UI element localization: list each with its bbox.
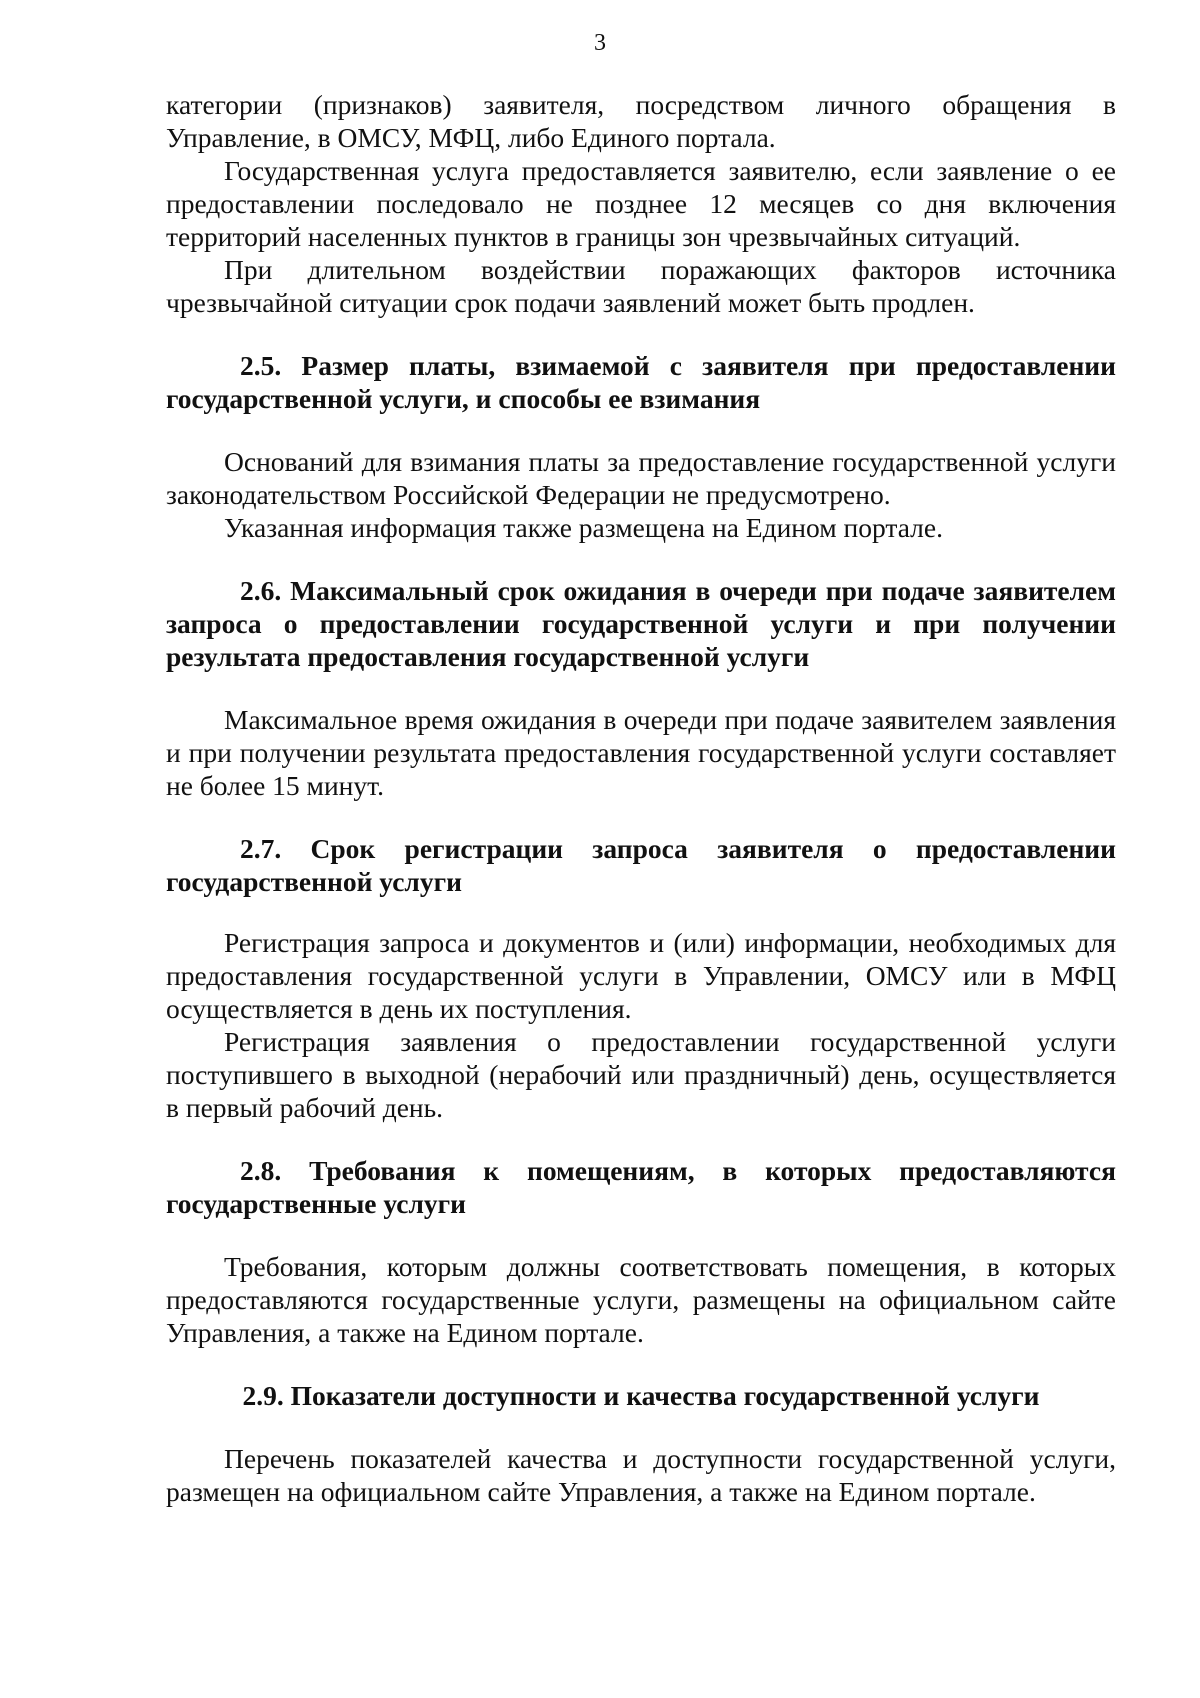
paragraph-portal-info: Указанная информация также размещена на Едином портале. (224, 512, 943, 543)
paragraph-registration-day: Регистрация запроса и документов и (или) информации, необходимых для предоставления государственной услуги в Управлении, ОМСУ или в МФЦ осуществляется в день их поступления. (166, 927, 1116, 1024)
section-heading-2-9: 2.9. Показатели доступности и качества государственной услуги (242, 1380, 1040, 1411)
section-heading-2-5: 2.5. Размер платы, взимаемой с заявителя при предоставлении государственной услуги, и способы ее взимания (166, 350, 1116, 414)
paragraph-no-fee: Оснований для взимания платы за предоставление государственной услуги законодательством Российской Федерации не предусмотрено. (166, 446, 1116, 510)
paragraph-deadline-extension: При длительном воздействии поражающих факторов источника чрезвычайной ситуации срок подачи заявлений может быть продлен. (166, 254, 1116, 318)
paragraph-queue-time: Максимальное время ожидания в очереди при подаче заявителем заявления и при получении результата предоставления государственной услуги составляет не более 15 минут. (166, 704, 1116, 801)
paragraph-service-deadline: Государственная услуга предоставляется заявителю, если заявление о ее предоставлении последовало не позднее 12 месяцев со дня включения территорий населенных пунктов в границы зон чрезвычайных ситуаций. (166, 155, 1116, 252)
page-number: 3 (594, 30, 606, 56)
section-heading-2-6: 2.6. Максимальный срок ожидания в очереди при подаче заявителем запроса о предоставлении государственной услуги и при получении результата предоставления государственной услуги (166, 575, 1116, 672)
section-heading-2-8: 2.8. Требования к помещениям, в которых предоставляются государственные услуги (166, 1155, 1116, 1219)
paragraph-premises-requirements: Требования, которым должны соответствовать помещения, в которых предоставляются государственные услуги, размещены на официальном сайте Управления, а также на Едином портале. (166, 1251, 1116, 1348)
paragraph-continuation: категории (признаков) заявителя, посредством личного обращения в Управление, в ОМСУ, МФЦ, либо Единого портала. (166, 89, 1116, 153)
paragraph-registration-holiday: Регистрация заявления о предоставлении государственной услуги поступившего в выходной (нерабочий или праздничный) день, осуществляется в первый рабочий день. (166, 1026, 1116, 1123)
document-body (166, 88, 1116, 1508)
section-heading-2-7: 2.7. Срок регистрации запроса заявителя о предоставлении государственной услуги (166, 833, 1116, 897)
paragraph-quality-indicators: Перечень показателей качества и доступности государственной услуги, размещен на официальном сайте Управления, а также на Едином портале. (166, 1443, 1116, 1507)
